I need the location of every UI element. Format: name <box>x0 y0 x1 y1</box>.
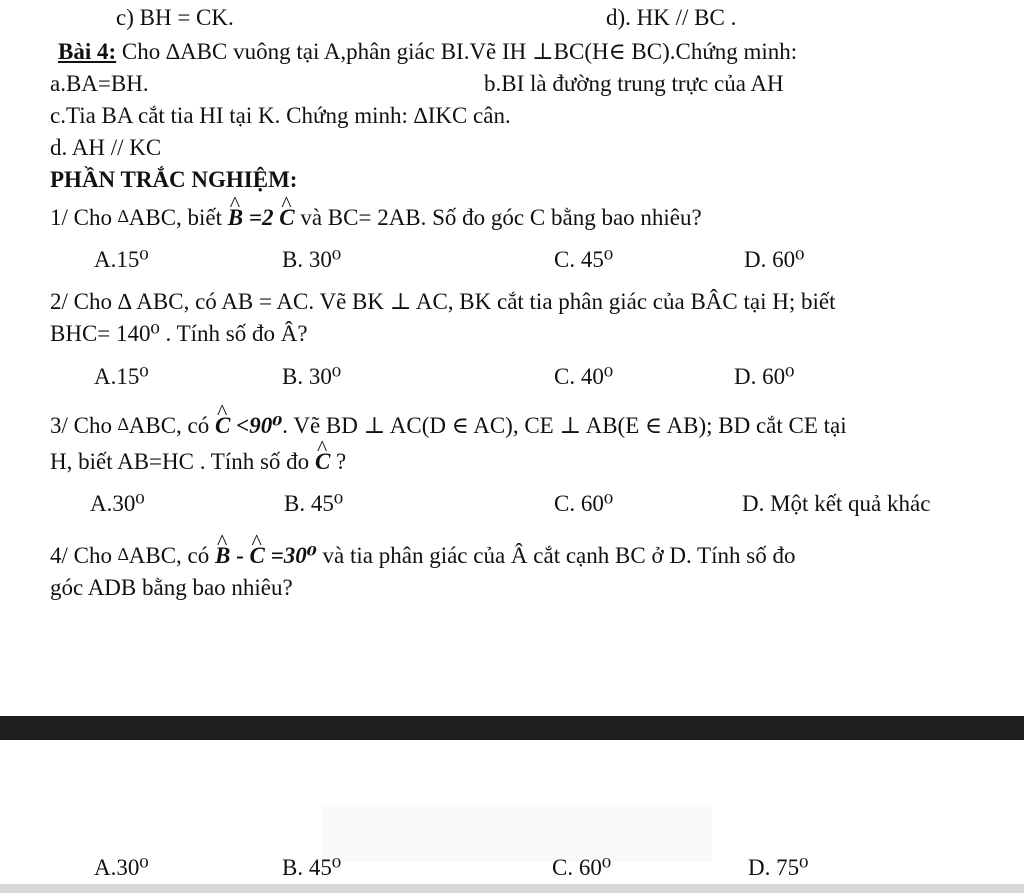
angle-c-hat: ^ C <box>250 542 265 570</box>
triangle-symbol: ∆ <box>117 544 129 564</box>
bai4-intro: Cho ∆ABC vuông tại A,phân giác BI.Vẽ IH ⊥BC(H∈ BC).Chứng minh: <box>116 39 798 64</box>
item-d-top: d). HK // BC . <box>606 5 737 30</box>
q3-line2a: H, biết AB=HC . Tính số đo <box>50 449 315 474</box>
bai4-b: b.BI là đường trung trực của AH <box>484 71 784 96</box>
q1-a: 1/ Cho <box>50 205 118 230</box>
q3-choice-b: B. 45⁰ <box>284 491 344 516</box>
q1-c: và BC= 2AB. Số đo góc C bằng bao nhiêu? <box>294 205 702 230</box>
q3-b: ABC, có <box>128 413 215 438</box>
bai4-label: Bài 4: <box>58 39 117 64</box>
q1-b: ABC, biết <box>128 205 228 230</box>
faded-overlay <box>322 804 712 862</box>
triangle-symbol: ∆ <box>117 206 129 226</box>
bai4-c: c.Tia BA cắt tia HI tại K. Chứng minh: ∆IKC cân. <box>50 103 511 128</box>
angle-c-hat: ^ C <box>315 448 330 476</box>
q3-line2b: ? <box>330 449 347 474</box>
angle-b-hat: ^ B <box>215 542 230 570</box>
q3-cond: <90⁰ <box>230 413 283 438</box>
q1-choice-d: D. 60⁰ <box>744 247 805 272</box>
q2-line2: BHC= 140⁰ . Tính số đo Â? <box>50 321 308 346</box>
q4-a: 4/ Cho <box>50 543 118 568</box>
q4-choice-a: A.30⁰ <box>94 855 149 880</box>
q1-text <box>50 202 702 232</box>
q1-choice-c: C. 45⁰ <box>554 247 614 272</box>
q4-line1 <box>50 540 795 570</box>
q4-line2: góc ADB bằng bao nhiêu? <box>50 575 293 600</box>
angle-c-hat: ^ C <box>279 204 294 232</box>
bai4-line <box>58 38 797 66</box>
q4-choice-b: B. 45⁰ <box>282 855 342 880</box>
item-c-top: c) BH = CK. <box>116 5 234 30</box>
q4-c: và tia phân giác của Â cắt cạnh BC ở D. Tính số đo <box>316 543 796 568</box>
bottom-edge-bar <box>0 884 1024 893</box>
q1-mid: =2 <box>243 205 280 230</box>
q4-choice-d: D. 75⁰ <box>748 855 809 880</box>
q4-b: ABC, có <box>128 543 215 568</box>
angle-b-hat: ^ B <box>228 204 243 232</box>
q2-line1: 2/ Cho ∆ ABC, có AB = AC. Vẽ BK ⊥ AC, BK cắt tia phân giác của BÂC tại H; biết <box>50 289 836 314</box>
q3-choice-a: A.30⁰ <box>90 491 145 516</box>
q3-c: . Vẽ BD ⊥ AC(D ∈ AC), CE ⊥ AB(E ∈ AB); BD cắt CE tại <box>282 413 847 438</box>
section-title: PHẦN TRẮC NGHIỆM: <box>50 167 298 192</box>
dark-divider-band <box>0 716 1024 740</box>
q2-choice-b: B. 30⁰ <box>282 364 342 389</box>
angle-c-hat: ^ C <box>215 412 230 440</box>
q2-choice-d: D. 60⁰ <box>734 364 795 389</box>
q3-choice-c: C. 60⁰ <box>554 491 614 516</box>
q2-choice-c: C. 40⁰ <box>554 364 614 389</box>
q1-choice-a: A.15⁰ <box>94 247 149 272</box>
bai4-a: a.BA=BH. <box>50 71 149 96</box>
q2-choice-a: A.15⁰ <box>94 364 149 389</box>
q3-line2 <box>50 448 346 476</box>
q3-choice-d: D. Một kết quả khác <box>742 491 931 516</box>
q3-line1 <box>50 410 847 440</box>
triangle-symbol: ∆ <box>117 414 129 434</box>
q4-mid: - <box>230 543 250 568</box>
q4-cond: =30⁰ <box>264 543 317 568</box>
bai4-d: d. AH // KC <box>50 135 162 160</box>
q3-a: 3/ Cho <box>50 413 118 438</box>
q1-choice-b: B. 30⁰ <box>282 247 342 272</box>
q4-choice-c: C. 60⁰ <box>552 855 612 880</box>
